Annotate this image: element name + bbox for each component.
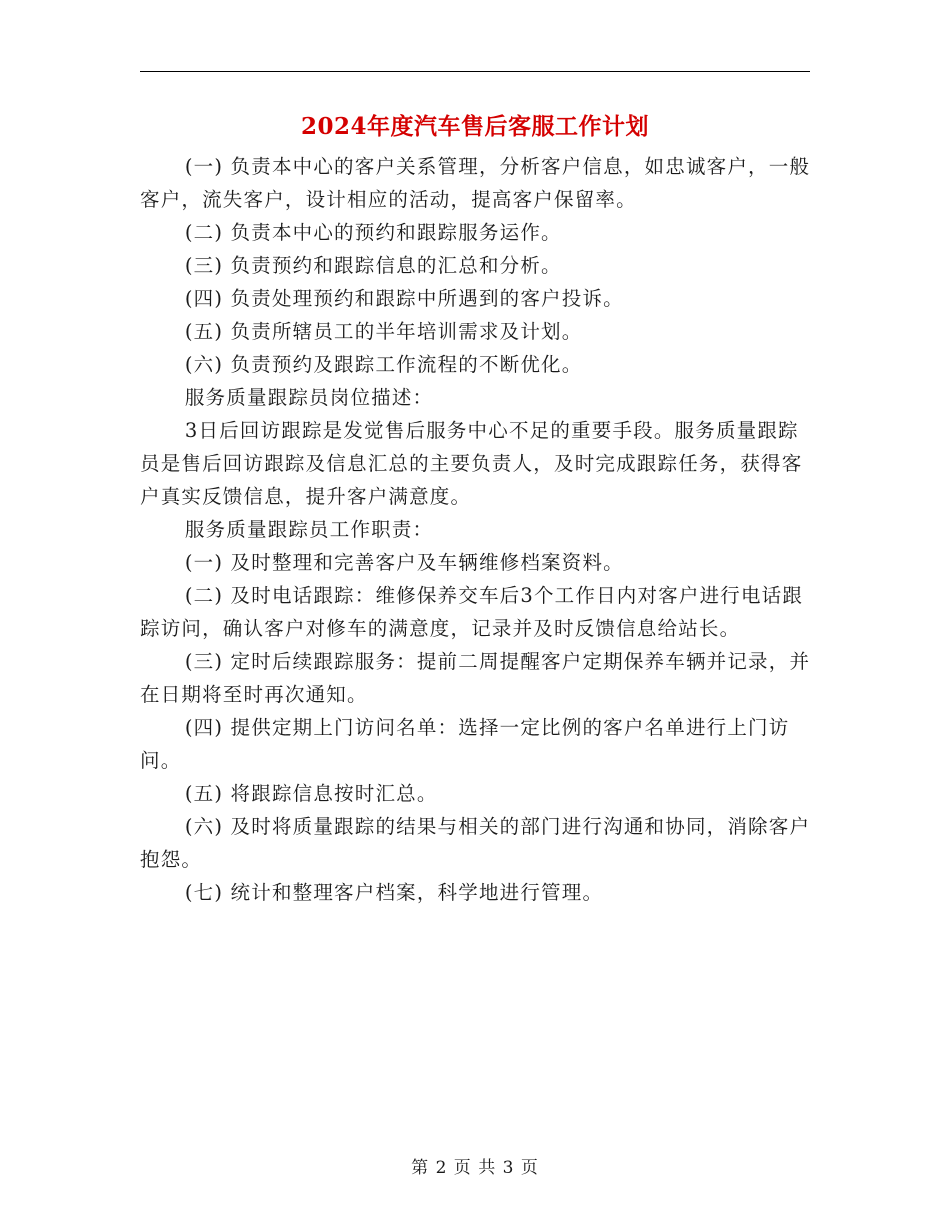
- document-title: 2024年度汽车售后客服工作计划: [300, 113, 649, 140]
- paragraph: (二) 负责本中心的预约和跟踪服务运作。: [184, 221, 562, 244]
- paragraph: (三) 定时后续跟踪服务：提前二周提醒客户定期保养车辆并记录，并在日期将至时再次通知。: [140, 650, 811, 706]
- section-heading: 服务质量跟踪员岗位描述：: [184, 386, 434, 409]
- paragraph: (一) 及时整理和完善客户及车辆维修档案资料。: [184, 551, 624, 574]
- paragraph: (七) 统计和整理客户档案，科学地进行管理。: [184, 881, 604, 904]
- paragraph: (四) 负责处理预约和跟踪中所遇到的客户投诉。: [184, 287, 624, 310]
- paragraph: (二) 及时电话跟踪：维修保养交车后3个工作日内对客户进行电话跟踪访问，确认客户对修车的满意度，记录并及时反馈信息给站长。: [140, 584, 804, 640]
- paragraph: (一) 负责本中心的客户关系管理，分析客户信息，如忠诚客户，一般客户，流失客户，设计相应的活动，提高客户保留率。: [140, 155, 811, 211]
- paragraph: 3日后回访跟踪是发觉售后服务中心不足的重要手段。服务质量跟踪员是售后回访跟踪及信息汇总的主要负责人，及时完成跟踪任务，获得客户真实反馈信息，提升客户满意度。: [140, 419, 803, 508]
- document-body: [140, 150, 812, 909]
- paragraph: (六) 及时将质量跟踪的结果与相关的部门进行沟通和协同，消除客户抱怨。: [140, 815, 811, 871]
- section-heading: 服务质量跟踪员工作职责：: [184, 518, 434, 541]
- paragraph: (三) 负责预约和跟踪信息的汇总和分析。: [184, 254, 562, 277]
- paragraph: (五) 负责所辖员工的半年培训需求及计划。: [184, 320, 583, 343]
- header-rule: [140, 71, 810, 72]
- paragraph: (四) 提供定期上门访问名单：选择一定比例的客户名单进行上门访问。: [140, 716, 790, 772]
- page-number: 第 2 页 共 3 页: [411, 1158, 539, 1178]
- paragraph: (六) 负责预约及跟踪工作流程的不断优化。: [184, 353, 583, 376]
- paragraph: (五) 将跟踪信息按时汇总。: [184, 782, 438, 805]
